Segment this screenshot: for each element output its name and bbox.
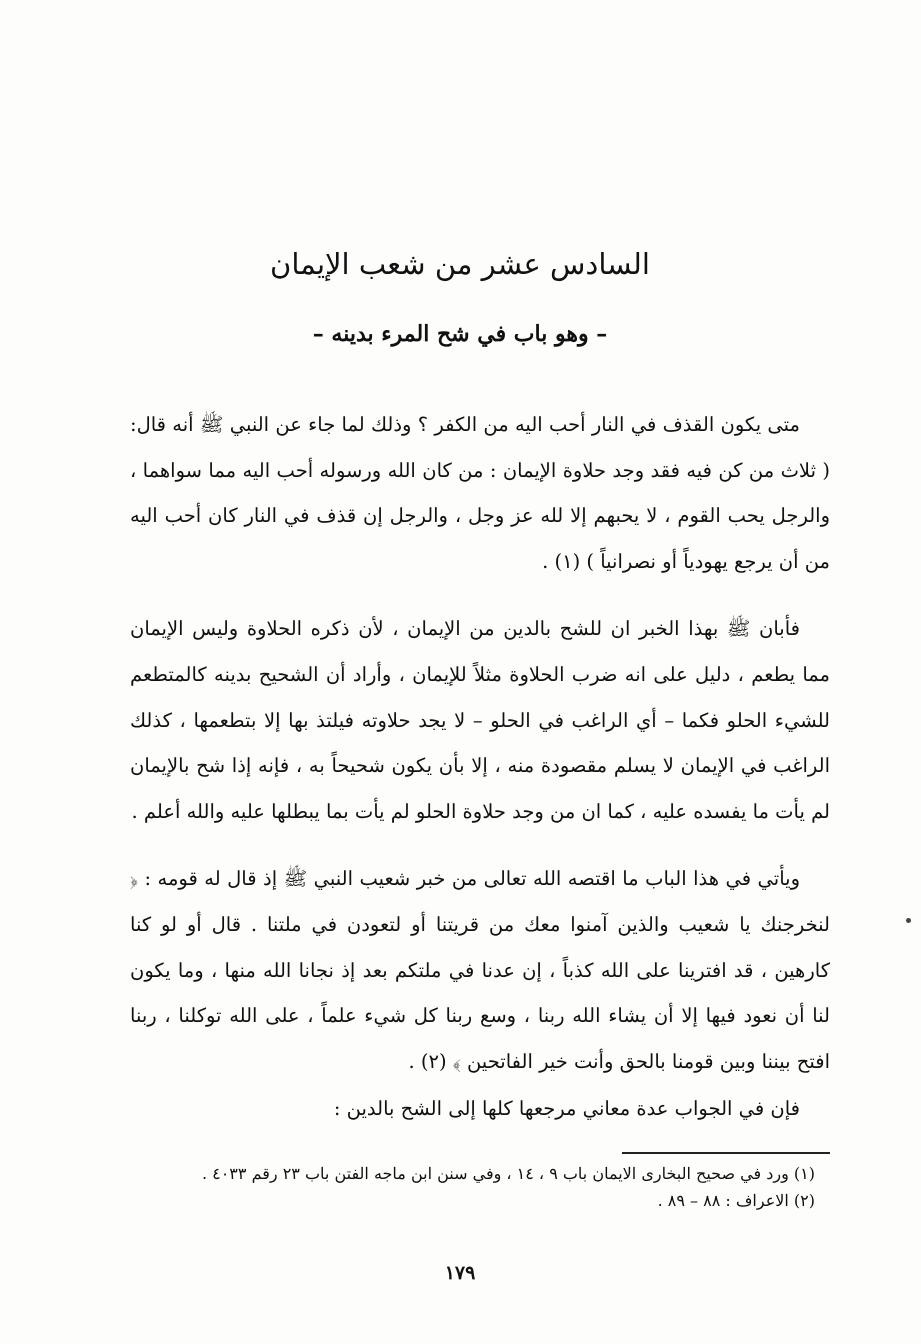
footnotes — [95, 1160, 815, 1214]
footnote-separator — [622, 1152, 830, 1154]
footnote-1: (١) ورد في صحيح البخارى الايمان باب ٩ ، ١٤ ، وفي سنن ابن ماجه الفتن باب ٢٣ رقم ٤٠٣٣ . — [201, 1164, 815, 1183]
footnote-2: (٢) الاعراف : ٨٨ – ٨٩ . — [657, 1191, 815, 1210]
paragraph-conclusion: فإن في الجواب عدة معاني مرجعها كلها إلى الشح بالدين : — [333, 1097, 800, 1121]
scan-speck — [906, 918, 911, 923]
paragraph-shuayb: ويأتي في هذا الباب ما اقتصه الله تعالى من خبر شعيب النبي ﷺ إذ قال له قومه : ﴿ لنخرجنك يا شعيب والذين آمنوا معك من قريتنا أو لتعودن في ملتنا . قال أو لو كنا كارهين ، قد افترينا على الله كذباً ، إن عدنا في ملتكم بعد إذ نجانا الله منها ، وما يكون لنا أن نعود فيها إلا أن يشاء الله ربنا ، وسع ربنا كل شيء علماً ، على الله توكلنا ، ربنا افتح بيننا وبين قومنا بالحق وأنت خير الفاتحين ﴾ (٢) . — [130, 867, 830, 1073]
chapter-title: السادس عشر من شعب الإيمان — [270, 247, 650, 281]
body-text — [130, 402, 830, 1132]
paragraph-hadith: متى يكون القذف في النار أحب اليه من الكفر ؟ وذلك لما جاء عن النبي ﷺ أنه قال: ( ثلاث من كن فيه فقد وجد حلاوة الإيمان : من كان الله ورسوله أحب اليه مما سواهما ، والرجل يحب القوم ، لا يحبهم إلا لله عز وجل ، والرجل إن قذف في النار كان أحب اليه من أن يرجع يهودياً أو نصرانياً ) (١) . — [130, 413, 830, 573]
chapter-subtitle: – وهو باب في شح المرء بدينه – — [312, 321, 608, 347]
paragraph-explanation: فأبان ﷺ بهذا الخبر ان للشح بالدين من الإيمان ، لأن ذكره الحلاوة وليس الإيمان مما يطعم ، دليل على انه ضرب الحلاوة مثلاً للإيمان ، وأراد أن الشحيح بدينه كالمتطعم للشيء الحلو فكما – أي الراغب في الحلو – لا يجد حلاوته فيلتذ بها إلا بتطعمها ، كذلك الراغب في الإيمان لا يسلم مقصودة منه ، إلا بأن يكون شحيحاً به ، فإنه إذا شح بالإيمان لم يأت ما يفسده عليه ، كما ان من وجد حلاوة الحلو لم يأت بما يبطلها عليه والله أعلم . — [130, 617, 830, 823]
page-number: ١٧٩ — [444, 1262, 476, 1284]
